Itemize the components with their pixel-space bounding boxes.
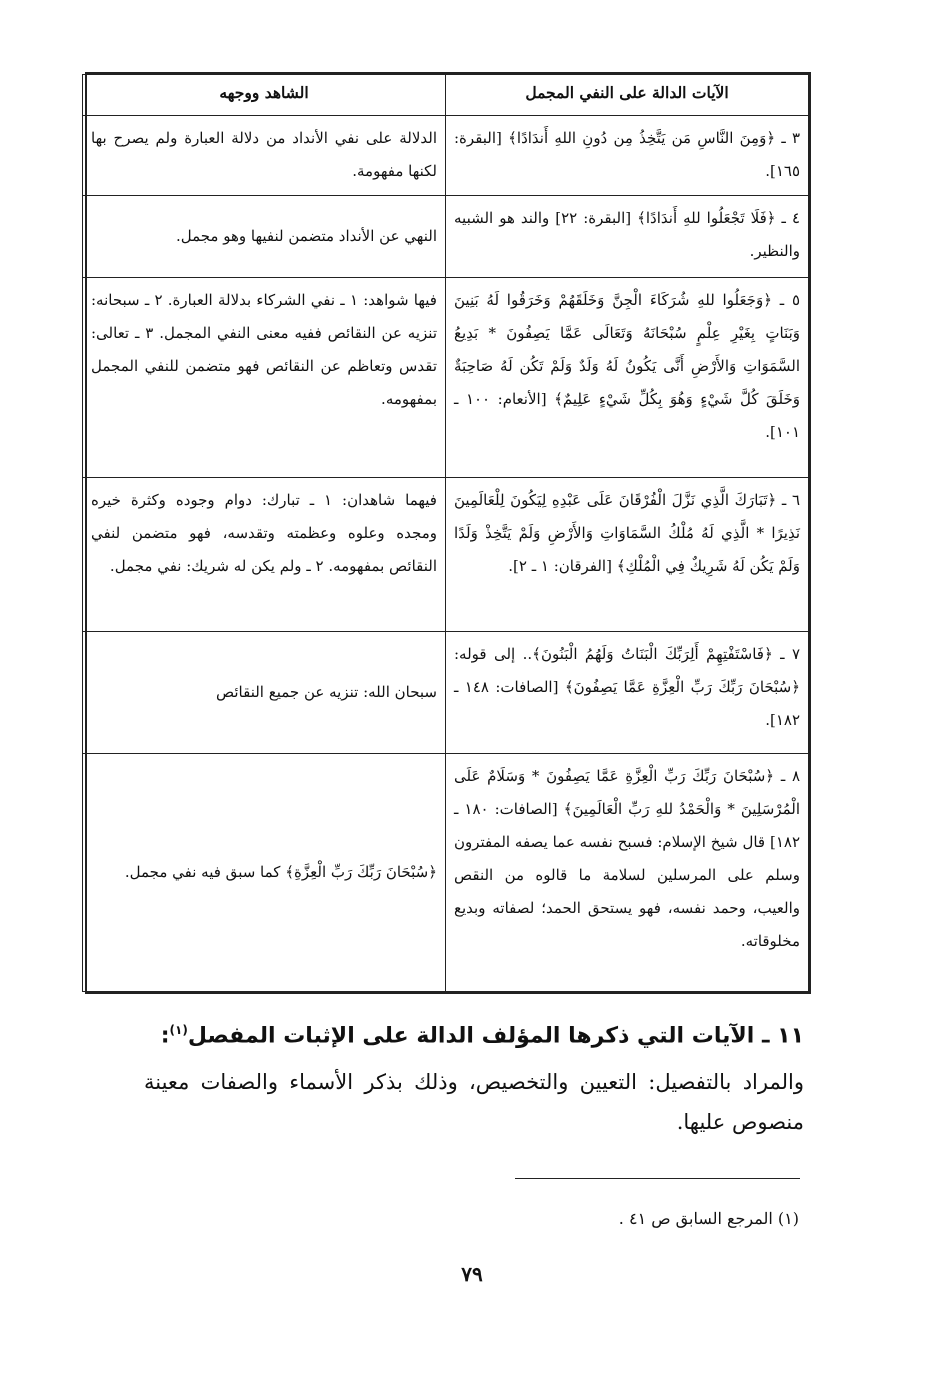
table-row — [83, 196, 809, 278]
section-heading — [144, 1012, 804, 1054]
witness-cell: النهي عن الأنداد متضمن لنفيها وهو مجمل. — [83, 196, 446, 278]
witness-cell: الدلالة على نفي الأنداد من دلالة العبارة ولم يصرح بها لكنها مفهومة. — [83, 116, 446, 196]
witness-cell: فيهما شاهدان: ١ ـ تبارك: دوام وجوده وكثرة خيره ومجده وعلوه وعظمته وتقدسه، فهو متضمن لنفي النقائص بمفهومه. ٢ ـ ولم يكن له شريك: نفي مجمل. — [83, 478, 446, 632]
table-row — [83, 632, 809, 754]
verse-cell: ٤ ـ ﴿فَلَا تَجْعَلُوا للهِ أَندَادًا﴾ [البقرة: ٢٢] والند هو الشبيه والنظير. — [446, 196, 809, 278]
footnote-divider — [515, 1178, 800, 1179]
verse-cell: ٣ ـ ﴿وَمِنَ النَّاسِ مَن يَتَّخِذُ مِن دُونِ اللهِ أَندَادًا﴾ [البقرة: ١٦٥]. — [446, 116, 809, 196]
verse-cell: ٦ ـ ﴿تَبَارَكَ الَّذِي نَزَّلَ الْفُرْقَانَ عَلَى عَبْدِهِ لِيَكُونَ لِلْعَالَمِينَ نَذِيرًا * الَّذِي لَهُ مُلْكُ السَّمَاوَاتِ وَالأَرْضِ وَلَمْ يَتَّخِذْ وَلَدًا وَلَمْ يَكُن لَهُ شَرِيكٌ فِي الْمُلْكِ﴾ [الفرقان: ١ ـ ٢]. — [446, 478, 809, 632]
verse-cell: ٧ ـ ﴿فَاسْتَفْتِهِمْ أَلِرَبِّكَ الْبَنَاتُ وَلَهُمُ الْبَنُونَ﴾.. إلى قوله: ﴿سُبْحَانَ رَبِّكَ رَبِّ الْعِزَّةِ عَمَّا يَصِفُونَ﴾ [الصافات: ١٤٨ ـ ١٨٢]. — [446, 632, 809, 754]
verses-table — [82, 74, 809, 992]
body-paragraph: والمراد بالتفصيل: التعيين والتخصيص، وذلك بذكر الأسماء والصفات معينة منصوص عليها. — [144, 1070, 804, 1134]
section-heading-colon: : — [160, 1023, 170, 1049]
witness-cell: فيها شواهد: ١ ـ نفي الشركاء بدلالة العبارة. ٢ ـ سبحانه: تنزيه عن النقائص ففيه معنى النفي المجمل. ٣ ـ تعالى: تقدس وتعاظم عن النقائص فهو متضمن للنفي المجمل بمفهومه. — [83, 278, 446, 478]
table-row — [83, 278, 809, 478]
verse-cell: ٥ ـ ﴿وَجَعَلُوا للهِ شُرَكَاءَ الْجِنَّ وَخَلَقَهُمْ وَخَرَقُوا لَهُ بَنِينَ وَبَنَاتٍ بِغَيْرِ عِلْمٍ سُبْحَانَهُ وَتَعَالَى عَمَّا يَصِفُونَ * بَدِيعُ السَّمَوَاتِ وَالأَرْضِ أَنَّى يَكُونُ لَهُ وَلَدٌ وَلَمْ تَكُن لَهُ صَاحِبَةٌ وَخَلَقَ كُلَّ شَيْءٍ وَهُوَ بِكُلِّ شَيْءٍ عَلِيمٌ﴾ [الأنعام: ١٠٠ ـ ١٠١]. — [446, 278, 809, 478]
table-row — [83, 478, 809, 632]
footnote-marker: (١) — [169, 1023, 188, 1037]
table-row — [83, 754, 809, 992]
verse-cell: ٨ ـ ﴿سُبْحَانَ رَبِّكَ رَبِّ الْعِزَّةِ عَمَّا يَصِفُونَ * وَسَلَامٌ عَلَى الْمُرْسَلِينَ * وَالْحَمْدُ للهِ رَبِّ الْعَالَمِينَ﴾ [الصافات: ١٨٠ ـ ١٨٢] قال شيخ الإسلام: فسبح نفسه عما يصفه المفترون وسلم على المرسلين لسلامة ما قالوه من النقص والعيب، وحمد نفسه، فهو يستحق الحمد؛ لصفاته وبديع مخلوقاته. — [446, 754, 809, 992]
section-heading-text: ١١ ـ الآيات التي ذكرها المؤلف الدالة على الإثبات المفصل — [187, 1023, 804, 1049]
footnote: (١) المرجع السابق ص ٤١ . — [618, 1209, 799, 1228]
witness-cell: ﴿سُبْحَانَ رَبِّكَ رَبِّ الْعِزَّةِ﴾ كما سبق فيه نفي مجمل. — [83, 754, 446, 992]
page-number: ٧٩ — [461, 1262, 483, 1286]
table-row — [83, 116, 809, 196]
header-verses: الآيات الدالة على النفي المجمل — [446, 75, 809, 116]
witness-cell: سبحان الله: تنزيه عن جميع النقائص — [83, 632, 446, 754]
header-witness: الشاهد ووجهه — [83, 75, 446, 116]
comparison-table — [85, 72, 811, 994]
table-header-row — [83, 75, 809, 116]
